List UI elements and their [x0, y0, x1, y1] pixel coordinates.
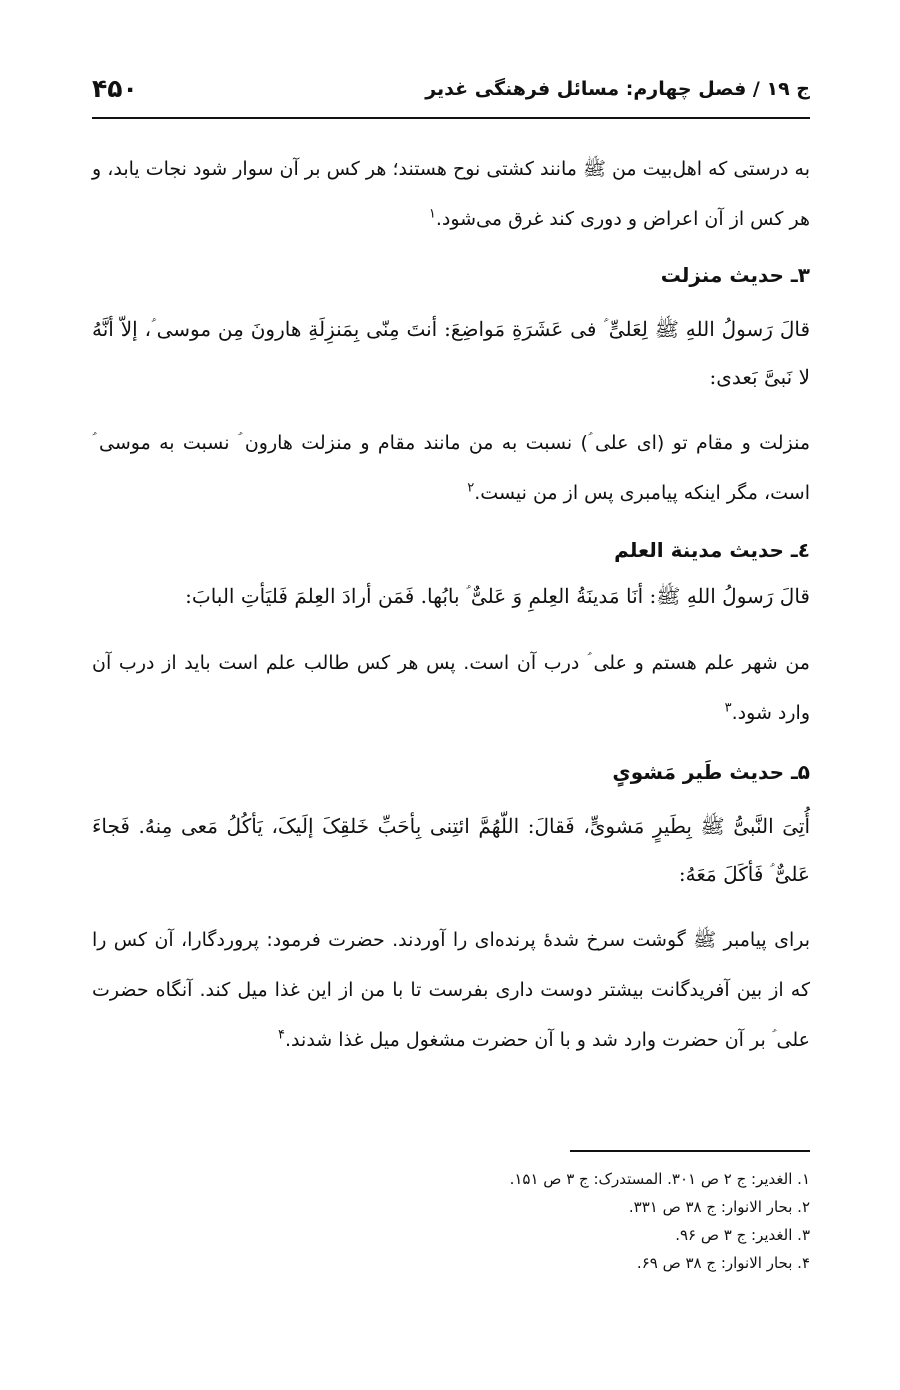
translation-4	[92, 638, 810, 738]
translation-5	[92, 915, 810, 1065]
footnote-ref-3: ۳	[724, 700, 732, 716]
arabic-quote-4: قالَ رَسولُ اللهِ ﷺ: أنَا مَدینَةُ العِلمِ وَ عَلیٌّ ؑ بابُها. فَمَن أرادَ العِلمَ فَلیَأتِ البابَ:	[185, 584, 810, 608]
footnote-3: ۳. الغدیر: ج ۳ ص ۹۶.	[675, 1226, 810, 1244]
translation-text-3: منزلت و مقام تو (ای علی ؑ) نسبت به من مانند مقام و منزلت هارون ؑ نسبت به موسی ؑ است، مگر اینکه پیامبری پس از من نیست.	[92, 432, 810, 504]
translation-text-4: من شهر علم هستم و علی ؑ درب آن است. پس هر کس طالب علم است باید از درب آن وارد شود.	[92, 652, 810, 724]
footnote-rule	[570, 1150, 810, 1152]
section-heading-3: ۳ـ حدیث منزلت	[660, 263, 810, 287]
intro-paragraph	[92, 144, 810, 244]
intro-text: به درستی که اهل‌بیت من ﷺ مانند کشتی نوح هستند؛ هر کس بر آن سوار شود نجات یابد، و هر کس از آن اعراض و دوری کند غرق می‌شود.	[92, 158, 810, 230]
arabic-quote-5: أُتِیَ النَّبیُّ ﷺ بِطَیرٍ مَشویٍّ، فَقالَ: اللّهُمَّ ائتِنی بِأحَبِّ خَلقِکَ إلَیکَ، یَأکُلُ مَعی مِنهُ. فَجاءَ عَلیٌّ ؑ فَأکَلَ مَعَهُ:	[92, 814, 810, 886]
page-header	[92, 74, 810, 114]
section-heading-5: ۵ـ حدیث طَیر مَشویٍ	[612, 760, 810, 784]
section-heading-4: ٤ـ حدیث مدینة العلم	[614, 538, 810, 562]
translation-3	[92, 418, 810, 518]
footnote-4: ۴. بحار الانوار: ج ۳۸ ص ۶۹.	[636, 1254, 810, 1272]
footnotes	[92, 1165, 810, 1277]
document-page	[92, 0, 810, 1390]
footnote-ref-4: ۴	[278, 1027, 286, 1043]
header-rule	[92, 117, 810, 119]
footnote-ref-2: ۲	[467, 480, 475, 496]
translation-text-5: برای پیامبر ﷺ گوشت سرخ شدهٔ پرنده‌ای را آوردند. حضرت فرمود: پروردگارا، آن کس را که از بین آفریدگانت بیشتر دوست داری بفرست تا با من از این غذا میل کند. آنگاه حضرت علی ؑ بر آن حضرت وارد شد و با آن حضرت مشغول میل غذا شدند.	[92, 929, 810, 1051]
page-number: ۴۵۰	[92, 74, 138, 103]
arabic-quote-3: قالَ رَسولُ اللهِ ﷺ لِعَلیٍّ ؑ فی عَشَرَةِ مَواضِعَ: أنتَ مِنّی بِمَنزِلَةِ هارونَ مِن موسی ؑ، إلاّ أنَّهُ لا نَبیَّ بَعدی:	[92, 317, 810, 389]
footnote-1: ۱. الغدیر: ج ۲ ص ۳۰۱. المستدرک: ج ۳ ص ۱۵۱.	[509, 1170, 810, 1188]
footnote-2: ۲. بحار الانوار: ج ۳۸ ص ۳۳۱.	[628, 1198, 810, 1216]
footnote-ref-1: ۱	[428, 206, 436, 222]
running-title: ج ۱۹ / فصل چهارم: مسائل فرهنگی غدیر	[425, 78, 810, 100]
